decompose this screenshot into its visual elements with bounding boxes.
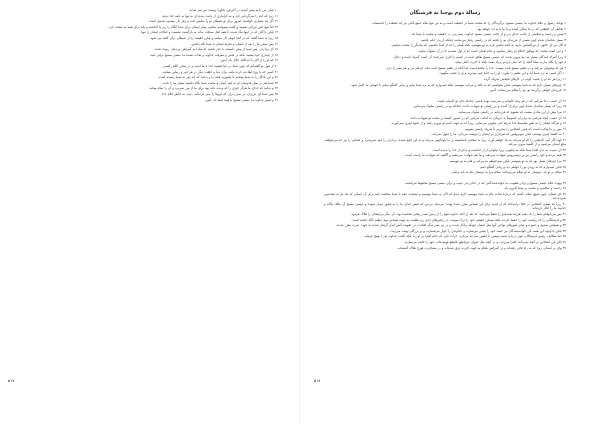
verse-paragraph: ۲۶ و فیض خداوند ما عیسی مسیح با همهٔ شما باد. آمین. <box>204 97 278 102</box>
verse-paragraph: ۸ خود را نگاه بدارید مبادا آنچه را که عمل کردیم برباد دهید، بلکه تا اجرت کامل بیابید. <box>454 60 566 65</box>
left-page-body <box>56 8 278 102</box>
verse-paragraph: ۳۱ پس می‌خواهم شما را یاد دهم، هرچند همه‌چیز را دفعتاً می‌دانید، که بعد از آنکه خداوند قوم را از زمین مصر رهایی بخشیده بود، بار دیگر بی‌ایمانان را هلاک فرمود. <box>350 212 566 217</box>
verse-paragraph: ۲۹ ای حبیبان، چون شوق تمام داشتم که دربارهٔ نجات عام به شما بنویسم، لازم دیدم که الآن به شما بنویسم و نصیحت دهم تا شما مجاهده کنید برای آن ایمانی که یک بار به مقدسین سپرده شد. <box>324 192 566 201</box>
verse-paragraph: ۲۱ کسی که با روح اطاعت کرده باشد برای دنیا و خلقت دیگر در هر چیز و زیبایی میکنند. <box>161 69 278 74</box>
verse-paragraph: ۲۰ از قول تو گفته‌ایم که چون شما در دنیا هستید خدا با ما است و در سخن کلام راستی. <box>162 63 278 68</box>
verse-paragraph: ۱۳ فرزندان خواهر برگزیدهٔ تو، تو را سلام می‌رسانند. آمین. <box>489 88 566 93</box>
verse-paragraph: ۲۷ یهودا، غلام عیسی مسیح و برادر یعقوب، به خوانده‌شدگانی که در خدای پدر حبیب و برای عیسی مسیح محفوظ می‌باشند. <box>404 180 566 185</box>
verse-paragraph: ۳۶ لکن این اشخاص بر آنچه نمی‌دانند افترا می‌زنند، و در آنچه مثل حیوان غیرناطق بالطبع فهمیده‌اند، خود را فاسد می‌سازند. <box>403 240 566 244</box>
verse-paragraph: ۲۶ سلام بر تو باد. دوستان به تو سلام می‌رسانند. سلام مرا به دوستان نام به نام برسان. <box>450 170 566 175</box>
page-title: رسالهٔ دوم یوحنا به فرشتگان <box>409 10 481 16</box>
verse-paragraph: ۱۴ لیکن با آنان که در اینها ننگ شدند تا همه اهل مملکت بداند به بازگشت نشست و خیالات ایشان را تنها. <box>140 30 278 35</box>
verse-paragraph: ۱۷ ای برادران، پس شما از پیش دانسته، با حذر باشید که مبادا به گمراهی بی‌دینان ربوده شده. <box>154 47 278 52</box>
verse-paragraph: ۵ الآن نیز ای خاتون از تو التماس دارم، نه آنکه حکمی تازه به تو بنویسم، بلکه همان را که از ابتدا داشتیم، که یکدیگر را محبت بنماییم. <box>391 43 566 48</box>
verse-paragraph: ۱۵ زیرا به شما گفته، که در آنجا جوهر کار میکنند و لیکن حقیقت را از شیطان برای گفته می شود. <box>149 35 278 40</box>
verse-paragraph: ۶ و این است محبت که موافق احکام او رفتار بنماییم، و حکم همان است که از اول شنیدید تا در آن سلوک نمایید. <box>417 48 566 53</box>
verse-paragraph: ۲۸ رحمت و سلامتی و محبت بر شما افزون باد. <box>503 186 566 191</box>
verse-paragraph: ۱۹ که او را از الان تا ابدالآباد جلال باد. آمین. <box>219 58 278 63</box>
verse-paragraph: ۹ هر که پیشوایی می‌کند و در تعلیم مسیح ثابت نیست، خدا را نیافته است. اما آنکه در تعلیم مسیح ثابت ماند، او هم پدر و هم پسر را دارد. <box>385 65 566 70</box>
right-page-body <box>324 21 566 250</box>
verse-paragraph: ۱۹ پس بر ما واجب است که چنین اشخاص را بپذیریم تا شریک راستی بشویم. <box>464 126 566 131</box>
verse-paragraph: ۳۴ لیکن با وجود این همه، این خواب‌بینندگان نیز جسد خود را نجس می‌سازند و خداوندی را خوار می‌شمارند و بر بزرگان تهمت می‌زنند. <box>390 228 566 233</box>
verse-paragraph: ۱۲ چیزهای بسیار دارم که به شما بنویسم، لیکن نخواستم که به کاغذ و مرکب بنویسم، بلکه امیدوارم که به نزد شما بیایم و زبانی گفتگو نمایم تا خوشی ما کامل شود. <box>350 82 566 87</box>
verse-paragraph: ۴ بسیار شادمان شدم چون بعضی از فرزندان تو را یافتم که در راستی رفتار می‌نمایند چنانکه از پدر حکم یافتیم. <box>420 37 566 42</box>
verse-paragraph: ۲۳ شما هم در میان قدوسان او به امید ایمان و محبت شما نگاه داشتید بسیار ما را ثابت. <box>162 80 278 85</box>
verse-paragraph: ۱۲ اگر چه بسیاری خواستند امروز برای تو شیطان تو را نمایش کنند و زهر کار مسدود تحمیل است. <box>148 19 278 24</box>
verse-paragraph: ۲۴ و بدانید که خدای ما هرگز چیزی را که وعده داده بود برای ما از بین نمی‌برد و آن را تمام میکند. <box>148 86 278 91</box>
verse-paragraph: ۱۱ زیرا که آدم را سرگردانی کرد و به گرانباری از باعث دیدم ای نه تنها به نامه خدا دیدم. <box>161 13 278 18</box>
verse-paragraph: ۱۷ ای حبیب، آنچه می‌کنی به برادران خصوصاً به غریبان، به امانت می‌کنی که در حضور کلیسا بر محبت تو شهادت دادند. <box>409 115 566 120</box>
verse-paragraph: ۱۸ و هرگاه ایشان را به طور شایستهٔ خدا بدرقه کنی نیکویی می‌نمایی، زیرا که به جهت اسم او بیرون رفتند و از امتها چیزی نمی‌گیرند. <box>391 121 566 126</box>
verse-paragraph: ۳ فیض و رحمت و سلامتی از جانب خدای پدر و از جانب عیسی مسیح خداوند، پسر پدر، در حقیقت و محبت با شما باد. <box>410 32 566 37</box>
verse-paragraph: ۲۰ به کلیسا چیزی نوشتم، لیکن دیوتروفس که سرداری بر ایشان را دوست می‌دارد، ما را قبول نمی‌کند. <box>431 132 566 137</box>
verse-paragraph: ۲۲ و این یادگار را به شما نوشتم تا بیاموزید همه را و بدانید که چه چیز به شما رسیده است. <box>157 75 278 80</box>
verse-paragraph: ۱۴ ای حبیب، دعا می‌کنم که در هر وجه کامیاب و تندرست بوده باشی، چنانکه جان تو کامیاب است. <box>436 98 566 103</box>
verse-paragraph: ۲۳ همه مردم و خود راستی نیز بر دیمیتریوس شهادت می‌دهند و ما هم شهادت می‌دهیم و آگاهید که شهادت ما راست است. <box>404 153 566 158</box>
verse-paragraph: ۲ بخاطر آن حقیقتی که در ما ساکن است و با ما تا به ابد خواهد بود. <box>476 26 566 31</box>
verse-paragraph: ۲۱ لهذا اگر آیم، کارهایی را که او می‌کند به یاد خواهم آورد، زیرا به سخنان ناشایسته بر ما یاوه‌گویی می‌کند و به این قانع نشده، برادران را خود نمی‌پذیرد و کسانی را نیز که می‌خواهند، مانع ایشان می‌شود و از کلیسا بیرون می‌کند. <box>324 137 566 147</box>
right-page <box>300 0 600 424</box>
verse-paragraph: ۳۰ زیرا که بعضی اشخاص در خفا درآمده‌اند که از قدیم برای این قصاص مقرر شده بودند؛ مردمان بی‌دین که فیض خدای ما را به فجور تبدیل نموده و عیسی مسیح آن مالک یگانه و خداوند ما را انکار کرده‌اند. <box>324 202 566 211</box>
page-number-left: ۵۱۷ <box>8 378 15 383</box>
verse-paragraph: ۱۰ لیکن من تا به پیش آمده، در آخرش، تحاورا زیست من سر شدند. <box>188 8 278 12</box>
verse-paragraph: ۱ یوحنا، رسول و غلام خداوند ما عیسی مسیح، برگزیدگان را که محبت شما در حقیقت است و نه من تنها بلکه جمیع آنانی نیز که حقیقت را دانسته‌اند. <box>371 21 566 25</box>
verse-paragraph: ۳۲ و فرشتگانی را که ریاست خود را حفظ نکردند بلکه مسکن حقیقی خود را ترک نمودند، در زنجیرهای ابدی زیر ظلمت به جهت قصاص یوم عظیم نگاه داشته است. <box>351 217 566 222</box>
verse-paragraph: ۲۵ لیکن امیدوارم که به زودی تو را خواهم دید و زبانی گفتگو کنیم. <box>479 164 566 169</box>
page-number-right: ۵۱۸ <box>314 378 321 383</box>
verse-paragraph: ۳۳ و همچنین سدوم و غموره و سایر شهرهای نواحی آنها مثل ایشان چونکه زناکار شدند و در پی بشر دیگر افتادند، در عقوبت آتش ابدی گرفتار شده، به جهت عبرت مقرر شدند. <box>335 223 566 228</box>
verse-paragraph: ۲۲ ای حبیب، به بدی اقتدا منما بلکه به نیکویی، زیرا نیکوکردار از خداست و بدکردار خدا را ندیده است. <box>432 147 566 152</box>
verse-paragraph: ۱۵ زیرا که بسیار شادمان شدم چون برادران آمدند و بر راستی تو شهادت دادند، چنانکه تو در راستی سلوک می‌نمایی. <box>412 104 566 109</box>
verse-paragraph: ۲۴ مرا چیزهای بسیار بود که به تو بنویسم، لیکن نمی‌خواهم به مرکب و قلم به تو بنویسم. <box>449 159 566 164</box>
verse-paragraph: ۱۸ از پایداری خود بیفتید، بلکه در فیض و معرفت خداوند و نجات دهندهٔ ما عیسی مسیح ترقی کنید. <box>149 52 278 57</box>
verse-paragraph: ۱۳ اما هیچ کس ایرادی نمیبیند و گفت نمیتوانیم بمانیم، میان ایشان برای شما آنگاه را زیر پا گذاشته و باید برای همه به سخت کرد. <box>108 24 278 29</box>
verse-paragraph: ۳۷ وای بر ایشان، زیرا که به راه قائن رفته‌اند و در گمراهی بلعام به جهت اجرت غرق شده‌اند و در مشاجرت قورح هلاک گشته‌اند. <box>397 245 566 250</box>
verse-paragraph: ۱۰ اگر کسی به نزد شما آید و این تعلیم را نیاورد، او را به خانهٔ خود مپذیرید و او را تحیت مگویید. <box>439 71 566 76</box>
verse-paragraph: ۱۶ مرا بیش از این شادی نیست که بشنوم که فرزندانم در راستی سلوک می‌نمایند. <box>457 109 566 114</box>
verse-paragraph: ۷ زیرا گمراه کنندگان بسیار به دنیا بیرون شدند که عیسی مسیح ظاهر شده در جسم را اقرار نمی‌کنند؛ آن است گمراه کننده و دجال. <box>392 54 566 59</box>
verse-paragraph: ۳۵ اما میکائیل، رئیس فرشتگان، چون دربارهٔ جسد موسی با ابلیس منازعه می‌کرد، جرأت نکرد که حکم افترا بر او زند بلکه گفت: خداوند تو را توبیخ فرماید. <box>363 234 566 239</box>
verse-paragraph: ۱۱ زیرا هر که او را تحیت گوید، در کارهای قبیحش شریک گردد. <box>483 76 566 81</box>
verse-paragraph: ۲۵ پس شما ای عزیزان، در صبر پدران که این‌ها را صبر کرده‌اید، دیدید به خاطر کلام خدا. <box>161 91 278 96</box>
verse-paragraph: ۱۶ پس سخن ما را بعد از ایشان و تجربهٔ ایشان با شما نگه داشتن. <box>190 41 278 46</box>
